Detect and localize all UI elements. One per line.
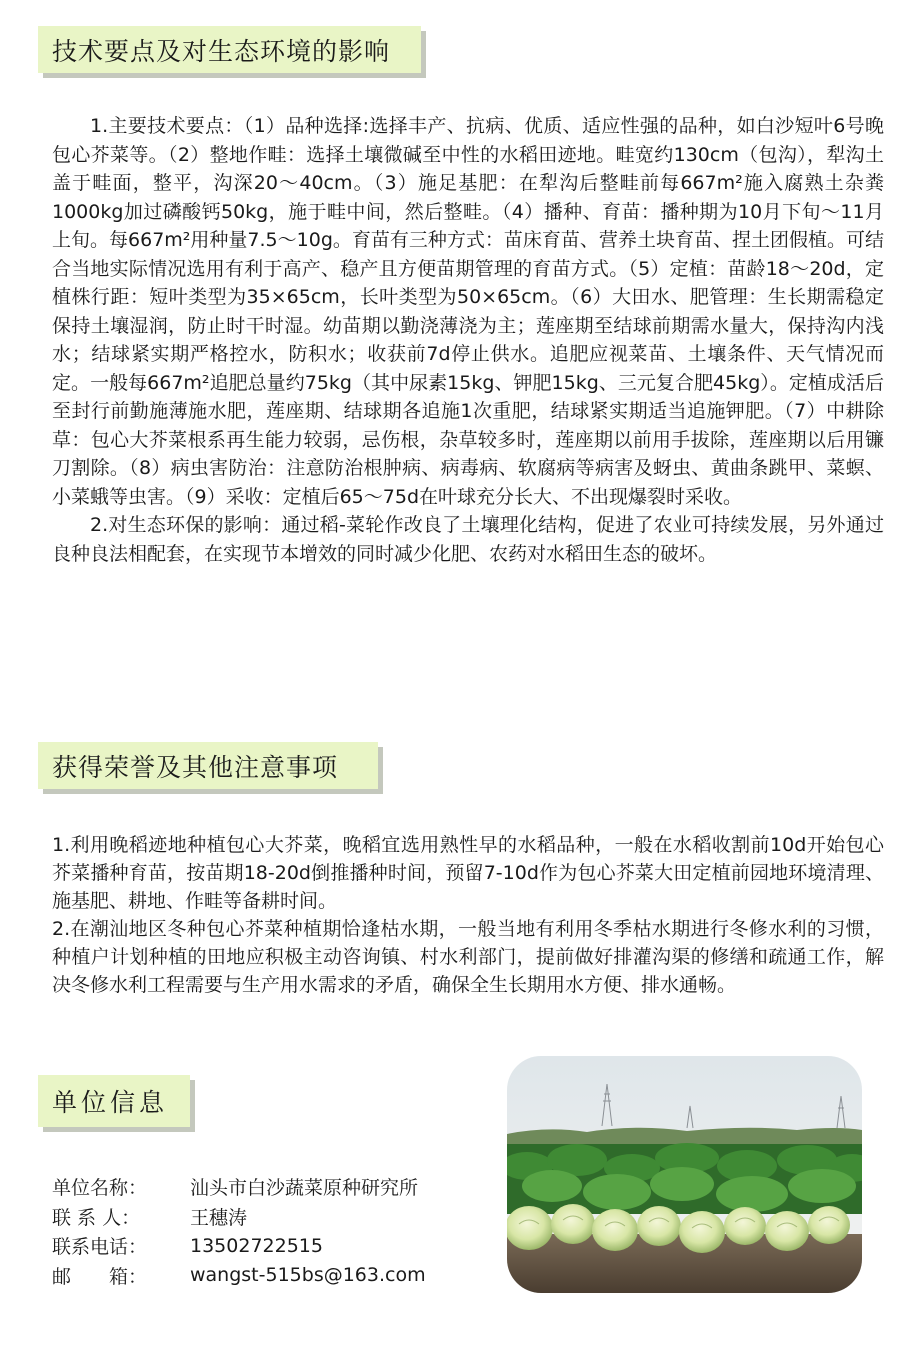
section-header-notes bbox=[38, 742, 378, 789]
unit-info bbox=[52, 1172, 426, 1290]
info-value: 13502722515 bbox=[190, 1234, 323, 1257]
note-item: 1.利用晚稻迹地种植包心大芥菜，晚稻宜选用熟性早的水稻品种，一般在水稻收割前10d开始包心芥菜播种育苗，按苗期18-20d倒推播种时间，预留7-10d作为包心芥菜大田定植前园地环境清理、施基肥、耕地、作畦等备耕时间。 bbox=[52, 834, 884, 912]
info-row-unit bbox=[52, 1172, 426, 1202]
notes-section-body bbox=[52, 831, 884, 999]
info-row-phone bbox=[52, 1231, 426, 1261]
cabbage-field-photo bbox=[507, 1056, 862, 1293]
note-item: 2.在潮汕地区冬种包心芥菜种植期恰逢枯水期，一般当地有利用冬季枯水期进行冬修水利的习惯，种植户计划种植的田地应积极主动咨询镇、村水利部门，提前做好排灌沟渠的修缮和疏通工作，解决冬修水利工程需要与生产用水需求的矛盾，确保全生长期用水方便、排水通畅。 bbox=[52, 918, 884, 996]
tech-paragraph: 1.主要技术要点：（1）品种选择:选择丰产、抗病、优质、适应性强的品种，如白沙短叶6号晚包心芥菜等。（2）整地作畦：选择土壤微碱至中性的水稻田迹地。畦宽约130cm（包沟），犁沟土盖于畦面，整平，沟深20～40cm。（3）施足基肥：在犁沟后整畦前每667m²施入腐熟土杂粪1000kg加过磷酸钙50kg，施于畦中间，然后整畦。（4）播种、育苗：播种期为10月下旬～11月上旬。每667m²用种量7.5～10g。育苗有三种方式：苗床育苗、营养土块育苗、捏土团假植。可结合当地实际情况选用有利于高产、稳产且方便苗期管理的育苗方式。（5）定植：苗龄18～20d，定植株行距：短叶类型为35×65cm，长叶类型为50×65cm。（6）大田水、肥管理：生长期需稳定保持土壤湿润，防止时干时湿。幼苗期以勤浇薄浇为主；莲座期至结球前期需水量大，保持沟内浅水；结球紧实期严格控水，防积水；收获前7d停止供水。追肥应视菜苗、土壤条件、天气情况而定。一般每667m²追肥总量约75kg（其中尿素15kg、钾肥15kg、三元复合肥45kg）。定植成活后至封行前勤施薄施水肥，莲座期、结球期各追施1次重肥，结球紧实期适当追施钾肥。（7）中耕除草：包心大芥菜根系再生能力较弱，忌伤根，杂草较多时，莲座期以前用手拔除，莲座期以后用镰刀割除。（8）病虫害防治：注意防治根肿病、病毒病、软腐病等病害及蚜虫、黄曲条跳甲、菜螟、小菜蛾等虫害。（9）采收：定植后65～75d在叶球充分长大、不出现爆裂时采收。 bbox=[52, 115, 884, 508]
info-row-email bbox=[52, 1261, 426, 1291]
info-label: 单位名称： bbox=[52, 1177, 148, 1200]
section-title: 技术要点及对生态环境的影响 bbox=[52, 36, 391, 66]
section-title: 获得荣誉及其他注意事项 bbox=[52, 752, 339, 782]
cabbage-field-illustration bbox=[507, 1056, 862, 1293]
info-value: 汕头市白沙蔬菜原种研究所 bbox=[190, 1177, 419, 1200]
info-label: 联 系 人： bbox=[52, 1206, 141, 1229]
info-row-contact bbox=[52, 1202, 426, 1232]
section-header-unit bbox=[38, 1075, 190, 1127]
tech-section-body bbox=[52, 112, 884, 568]
eco-paragraph: 2.对生态环保的影响：通过稻-菜轮作改良了土壤理化结构，促进了农业可持续发展，另外通过良种良法相配套，在实现节本增效的同时减少化肥、农药对水稻田生态的破坏。 bbox=[52, 514, 884, 565]
info-label: 联系电话： bbox=[52, 1236, 148, 1259]
info-label: 邮 箱： bbox=[52, 1265, 148, 1288]
section-title: 单位信息 bbox=[52, 1088, 169, 1117]
info-value: wangst-515bs@163.com bbox=[190, 1264, 426, 1287]
section-header-tech bbox=[38, 26, 421, 73]
info-value: 王穗涛 bbox=[190, 1206, 248, 1229]
